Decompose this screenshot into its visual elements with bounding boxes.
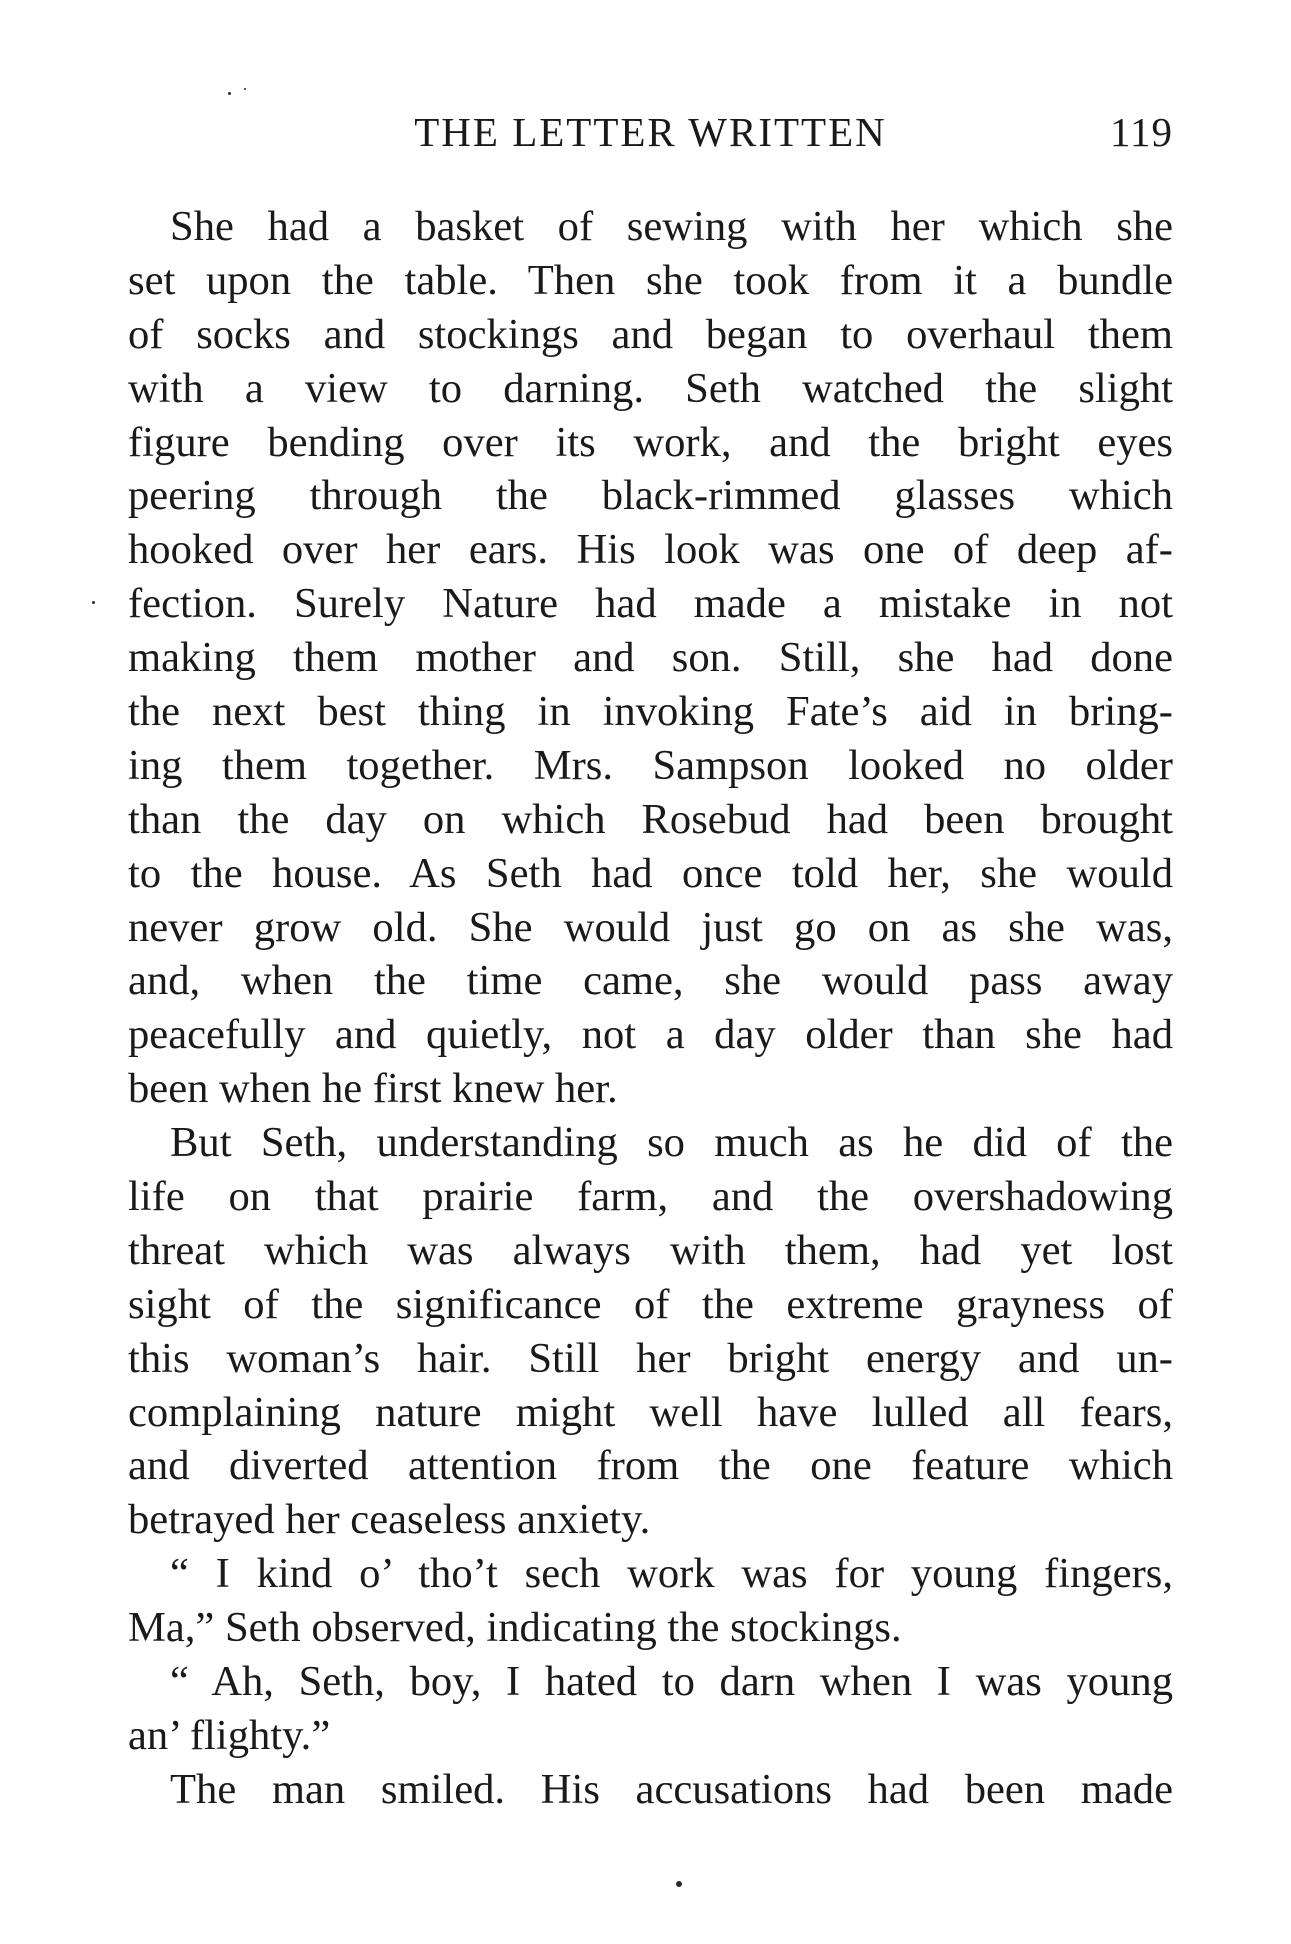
text-line: peacefully and quietly, not a day older than she had (128, 1011, 1173, 1059)
text-line: life on that prairie farm, and the overshadowing (128, 1173, 1173, 1221)
text-line: threat which was always with them, had yet lost (128, 1226, 1173, 1274)
text-line: Ma,” Seth observed, indicating the stockings. (128, 1604, 902, 1652)
text-line: But Seth, understanding so much as he did of the (170, 1119, 1173, 1167)
text-line: figure bending over its work, and the bright eyes (128, 418, 1173, 466)
text-line: making them mother and son. Still, she had done (128, 634, 1173, 682)
text-line: fection. Surely Nature had made a mistake in not (128, 580, 1173, 628)
text-line: The man smiled. His accusations had been made (170, 1765, 1173, 1813)
text-line: complaining nature might well have lulled all fears, (128, 1388, 1173, 1436)
ink-speck (92, 601, 95, 604)
ink-speck (244, 88, 246, 90)
text-line: “ Ah, Seth, boy, I hated to darn when I was young (170, 1658, 1173, 1706)
text-line: been when he first knew her. (128, 1065, 618, 1113)
running-title: THE LETTER WRITTEN (414, 109, 887, 155)
text-line: an’ flighty.” (128, 1711, 331, 1759)
ink-speck (228, 92, 231, 95)
text-line: betrayed her ceaseless anxiety. (128, 1496, 651, 1544)
page-number: 119 (1110, 109, 1173, 155)
text-line: with a view to darning. Seth watched the slight (128, 364, 1173, 412)
text-line: She had a basket of sewing with her which she (170, 203, 1173, 250)
text-line: than the day on which Rosebud had been brought (128, 795, 1173, 843)
text-line: peering through the black-rimmed glasses which (128, 472, 1173, 520)
text-line: and, when the time came, she would pass away (128, 957, 1173, 1005)
text-line: to the house. As Seth had once told her, she would (128, 849, 1173, 897)
text-line: hooked over her ears. His look was one of deep af- (128, 526, 1173, 574)
ink-speck (676, 1881, 682, 1887)
text-line: sight of the significance of the extreme grayness of (128, 1280, 1173, 1328)
text-line: of socks and stockings and began to overhaul them (128, 310, 1173, 358)
text-line: never grow old. She would just go on as she was, (128, 903, 1173, 951)
text-line: ing them together. Mrs. Sampson looked no older (128, 741, 1173, 789)
page-header (128, 104, 1173, 160)
body-text (128, 200, 1173, 1817)
text-line: set upon the table. Then she took from it a bundle (128, 256, 1173, 304)
text-line: and diverted attention from the one feature which (128, 1442, 1173, 1490)
text-line: “ I kind o’ tho’t sech work was for young fingers, (170, 1550, 1173, 1598)
text-line: the next best thing in invoking Fate’s aid in bring- (128, 688, 1173, 736)
text-line: this woman’s hair. Still her bright energy and un- (128, 1334, 1173, 1382)
